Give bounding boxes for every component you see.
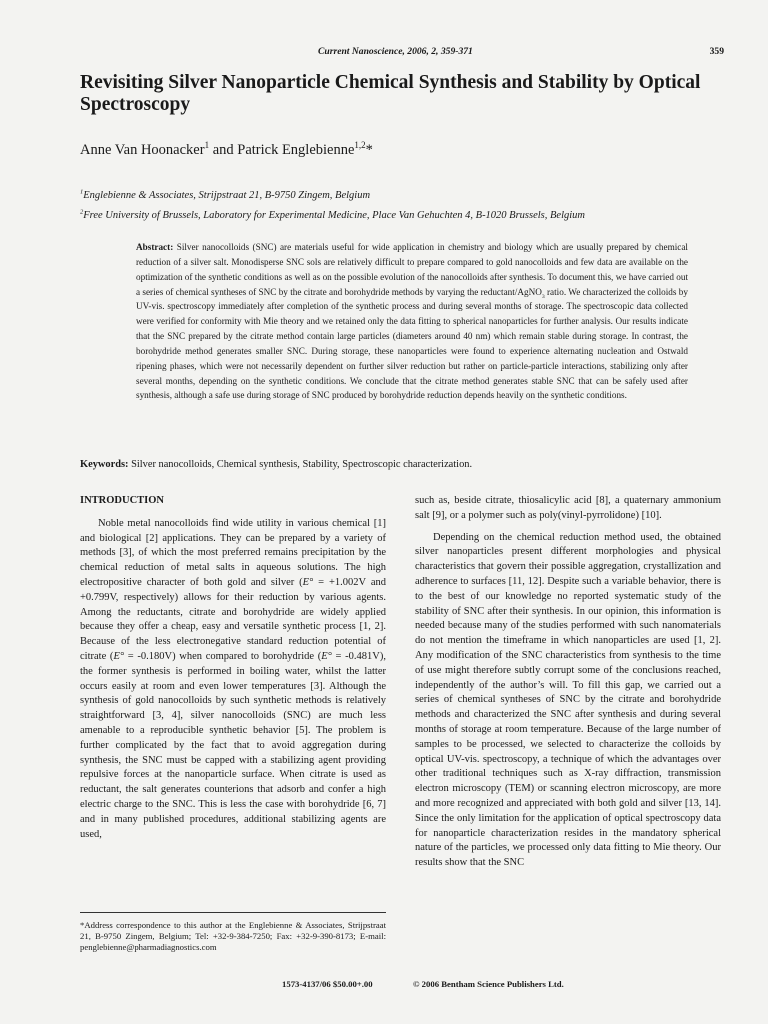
keywords-label: Keywords: — [80, 459, 129, 470]
introduction-heading: INTRODUCTION — [80, 495, 165, 506]
authors — [80, 142, 373, 159]
left-column — [80, 494, 386, 842]
footnote-divider — [80, 912, 386, 913]
abstract-subscript: 3 — [541, 293, 545, 300]
intro-text-segment: = -0.481V), the former synthesis is performed in boiling water, whilst the latter occurs easily at room and even lower temperatures [3]. Although the synthesis of gold nanocolloids by such synthetic methods is relatively straightforward [3, 4], silver nanocolloids (SNC) are much less amenable to a reproducible synthetic behavior [5]. The problem is further complicated by the fact that to avoid aggregation during synthesis, the SNC must be capped with a stabilizing agent providing repulsive forces at the nanoparticle surface. When citrate is used as reductant, the salt generates counterions that adsorb and confer a high electric charge to the SNC. This is less the case with borohydride [6, 7] and in many published procedures, additional stabilizing agents are used, — [80, 650, 386, 840]
affiliation-1 — [80, 190, 730, 201]
author-2-name: and Patrick Englebienne — [209, 142, 355, 158]
affiliation-2 — [80, 210, 730, 221]
introduction-paragraph-1 — [80, 517, 386, 843]
affiliation-2-mark: 2 — [80, 208, 84, 216]
abstract — [136, 240, 688, 403]
author-1-name: Anne Van Hoonacker — [80, 142, 205, 158]
affiliation-1-text: Englebienne & Associates, Strijpstraat 21, B-9750 Zingem, Belgium — [83, 190, 371, 201]
copyright-notice: © 2006 Bentham Science Publishers Ltd. — [413, 979, 564, 989]
potential-symbol: E° — [302, 576, 314, 588]
correspondence-footnote: *Address correspondence to this author at the Englebienne & Associates, Strijpstraat 21, B-9750 Zingem, Belgium; Tel: +32-9-384-7250; Fax: +32-9-390-8173; E-mail: penglebienne@pharmadiagnostics.com — [80, 920, 386, 952]
page-number: 359 — [709, 46, 724, 57]
abstract-text-part-1: Silver nanocolloids (SNC) are materials useful for wide application in chemistry and biology which are usually prepared by chemical reduction of a silver salt. Monodisperse SNC sols are relatively difficult to prepare compared to gold nanocolloids and few data are available on the optimization of the synthetic conditions as well as on the possible evolution of the nanocolloids after synthesis. To document this, we have carried out a series of chemical syntheses of SNC by the citrate and borohydride methods by varying the reductant/AgNO — [136, 242, 688, 297]
keywords — [80, 459, 730, 470]
affiliation-2-text: Free University of Brussels, Laboratory for Experimental Medicine, Place Van Gehuchten 4, B-1020 Brussels, Belgium — [83, 210, 586, 221]
abstract-label: Abstract: — [136, 242, 174, 252]
intro-text-segment: Noble metal nanocolloids find wide utility in various chemical [1] and biological [2] applications. They can be prepared by a variety of methods [3], of which the most preferred remains precipitation by the chemical reduction of metal salts in aqueous solutions. The high electropositive character of both gold and silver ( — [80, 517, 386, 588]
right-paragraph-2: Depending on the chemical reduction method used, the obtained silver nanoparticles present different morphologies and physical characteristics that govern their possible aggregation, crystallization and adherence to surfaces [11, 12]. Despite such a variable behavior, there is to the best of our knowledge no reported systematic study of the stability of SNC after their synthesis. In our opinion, this information is needed because many of the studies performed with such nanomaterials do not mention the timeframe in which nanoparticles are used [1, 2]. Any modification of the SNC characteristics from synthesis to the time of use might therefore subtly corrupt some of the conclusions reached, independently of the author’s will. To fill this gap, we carried out a series of chemical syntheses of SNC by the citrate and borohydride methods and characterized the SNC after synthesis and during several months of storage at room temperature. Because of the large number of samples to be processed, we selected to characterize the colloids by optical UV-vis. spectroscopy, a technique of which the advantages over other traditional techniques such as X-ray diffraction, transmission electron microscopy (TEM) or scanning electron microscopy, are more and more recognized and appreciated with both gold and silver [13, 14]. Since the only limitation for the application of optical spectroscopy data for nanoparticle characterization resides in the mandatory spherical nature of the particles, we processed only data fitting to Mie theory. Our results show that the SNC — [415, 531, 721, 869]
author-2-affiliation-mark: 1,2 — [354, 140, 366, 151]
potential-symbol: E° — [113, 650, 125, 662]
intro-text-segment: = +1.002V and +0.799V, respectively) allows for their reduction by various agents. Among the reductants, citrate and borohydride are widely applied because they offer a cheap, easy and versatile synthetic process [1, 2]. Because of the less electronegative standard reduction potential of citrate ( — [80, 576, 386, 662]
article-title: Revisiting Silver Nanoparticle Chemical Synthesis and Stability by Optical Spectroscopy — [80, 72, 701, 115]
affiliation-1-mark: 1 — [80, 188, 84, 196]
keywords-text: Silver nanocolloids, Chemical synthesis, Stability, Spectroscopic characterization. — [128, 459, 473, 470]
intro-text-segment: = -0.180V) when compared to borohydride ( — [124, 650, 322, 662]
abstract-text-part-2: ratio. We characterized the colloids by UV-vis. spectroscopy immediately after completion of the synthetic process and during several months of storage. The spectroscopic data collected were verified for conformity with Mie theory and we retained only the data fitting to spherical nanoparticles for further analysis. Our results indicate that the SNC prepared by the citrate method contain large particles (diameters around 40 nm) which remain stable during storage. In contrast, the borohydride method generates smaller SNC. During storage, these nanoparticles were found to experience alternating nucleation and Ostwald ripening phases, which were not necessarily dependent on further silver reduction but rather on particle-particle interactions, stabilizing only after several months, depending on the synthetic conditions. We conclude that the citrate method generates stable SNC that can be safely used after synthesis, although a safe use during storage of SNC produced by borohydride reduction depends heavily on the synthetic conditions. — [136, 286, 688, 401]
corresponding-author-mark: * — [365, 142, 373, 158]
potential-symbol: E° — [321, 650, 332, 662]
issn-price: 1573-4137/06 $50.00+.00 — [282, 979, 373, 989]
right-paragraph-1: such as, beside citrate, thiosalicylic acid [8], a quaternary ammonium salt [9], or a polymer such as poly(vinyl-pyrrolidone) [10]. — [415, 495, 721, 521]
journal-citation: Current Nanoscience, 2006, 2, 359-371 — [318, 46, 473, 57]
right-column — [415, 494, 721, 871]
author-1-affiliation-mark: 1 — [204, 140, 210, 151]
